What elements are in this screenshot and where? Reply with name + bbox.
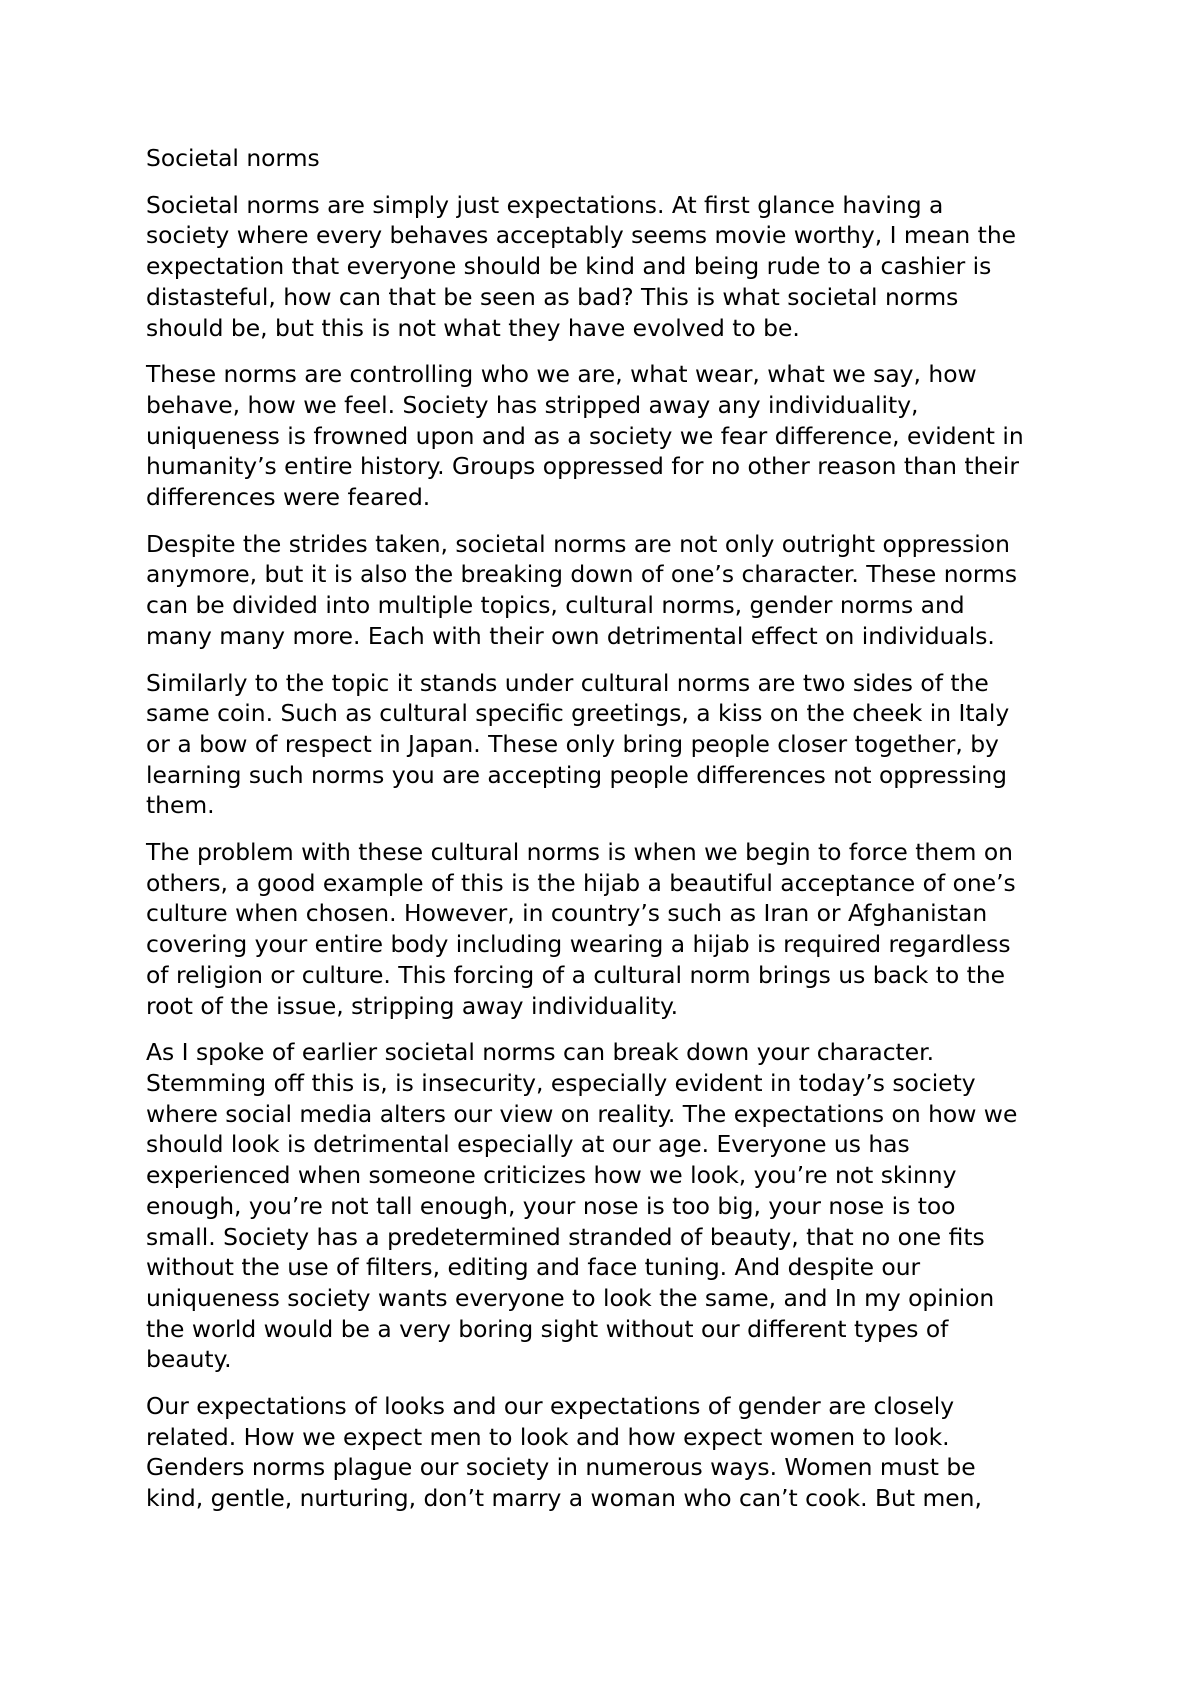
paragraph [146,190,1076,344]
paragraph [146,1037,1076,1375]
text-line: experienced when someone criticizes how we look, you’re not skinny [146,1161,957,1190]
text-line: anymore, but it is also the breaking down of one’s character. These norms [146,560,1018,589]
text-line: uniqueness is frowned upon and as a society we fear difference, evident in [146,421,1024,450]
paragraph [146,1391,1076,1514]
text-line: Genders norms plague our society in numerous ways. Women must be [146,1453,976,1482]
paragraph [146,529,1076,652]
text-line: expectation that everyone should be kind and being rude to a cashier is [146,252,992,281]
text-line: same coin. Such as cultural specific greetings, a kiss on the cheek in Italy [146,699,1010,728]
text-line: should look is detrimental especially at our age. Everyone us has [146,1130,910,1159]
text-line: behave, how we feel. Society has stripped away any individuality, [146,390,919,419]
text-line: Despite the strides taken, societal norms are not only outright oppression [146,529,1010,558]
paragraph [146,359,1076,513]
text-line: culture when chosen. However, in country’s such as Iran or Afghanistan [146,899,988,928]
text-line: them. [146,791,215,820]
text-line: enough, you’re not tall enough, your nose is too big, your nose is too [146,1191,956,1220]
text-line: others, a good example of this is the hijab a beautiful acceptance of one’s [146,868,1016,897]
text-line: These norms are controlling who we are, what wear, what we say, how [146,360,977,389]
text-line: covering your entire body including wearing a hijab is required regardless [146,930,1011,959]
text-line: the world would be a very boring sight without our different types of [146,1314,949,1343]
text-line: Similarly to the topic it stands under cultural norms are two sides of the [146,668,989,697]
text-line: humanity’s entire history. Groups oppressed for no other reason than their [146,452,1019,481]
text-line: differences were feared. [146,483,431,512]
text-line: can be divided into multiple topics, cultural norms, gender norms and [146,591,965,620]
text-line: many many more. Each with their own detrimental effect on individuals. [146,621,995,650]
text-line: of religion or culture. This forcing of a cultural norm brings us back to the [146,960,1006,989]
text-line: uniqueness society wants everyone to look the same, and In my opinion [146,1283,995,1312]
text-line: should be, but this is not what they have evolved to be. [146,313,800,342]
text-line: small. Society has a predetermined stranded of beauty, that no one fits [146,1222,985,1251]
text-line: The problem with these cultural norms is when we begin to force them on [146,838,1013,867]
paragraph-list [146,190,1076,1514]
text-line: beauty. [146,1345,232,1374]
text-line: distasteful, how can that be seen as bad? This is what societal norms [146,282,959,311]
text-line: related. How we expect men to look and how expect women to look. [146,1422,950,1451]
paragraph [146,837,1076,1021]
text-line: root of the issue, stripping away individuality. [146,991,679,1020]
text-line: Stemming off this is, is insecurity, especially evident in today’s society [146,1068,976,1097]
document-title: Societal norms [146,144,320,172]
text-line: where social media alters our view on reality. The expectations on how we [146,1099,1018,1128]
text-line: society where every behaves acceptably seems movie worthy, I mean the [146,221,1017,250]
text-line: or a bow of respect in Japan. These only bring people closer together, by [146,729,999,758]
text-line: As I spoke of earlier societal norms can break down your character. [146,1038,935,1067]
text-line: Societal norms are simply just expectations. At first glance having a [146,190,944,219]
text-line: Our expectations of looks and our expectations of gender are closely [146,1392,955,1421]
text-line: learning such norms you are accepting people differences not oppressing [146,760,1008,789]
text-line: without the use of filters, editing and face tuning. And despite our [146,1253,921,1282]
text-line: kind, gentle, nurturing, don’t marry a woman who can’t cook. But men, [146,1484,982,1513]
document-body [146,143,1076,1530]
paragraph [146,668,1076,822]
